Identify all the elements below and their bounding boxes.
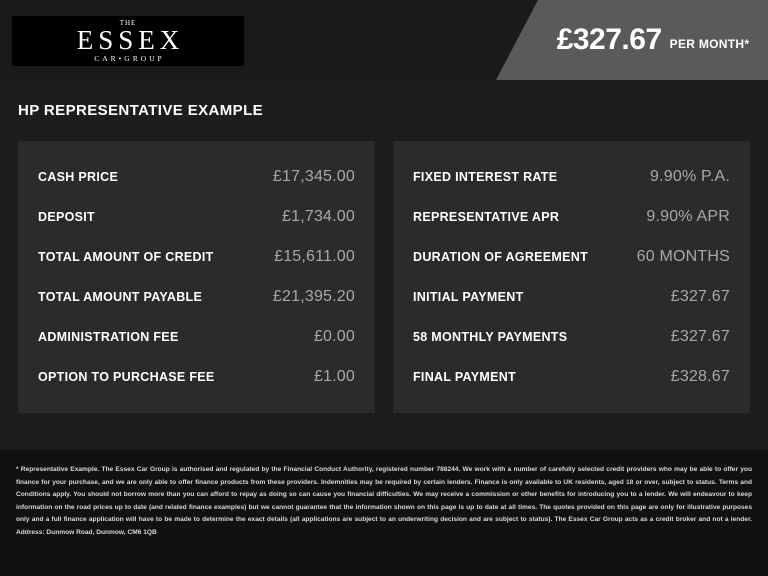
- left-details-panel: [18, 141, 375, 413]
- detail-value: £17,345.00: [272, 168, 355, 185]
- detail-row: [38, 197, 355, 237]
- detail-row: [413, 277, 730, 317]
- detail-row: [38, 237, 355, 277]
- detail-row: [38, 317, 355, 357]
- detail-label: ADMINISTRATION FEE: [38, 330, 179, 344]
- detail-value: £21,395.20: [272, 288, 355, 305]
- detail-value: 60 MONTHS: [636, 248, 730, 265]
- detail-row: [413, 237, 730, 277]
- detail-value: 9.90% P.A.: [650, 168, 730, 185]
- detail-row: [38, 357, 355, 397]
- disclaimer-text: * Representative Example. The Essex Car Group is authorised and regulated by the Financial Conduct Authority, registered number 788244. We work with a number of carefully selected credit providers who may be able to offer you finance for your purchase, and we are only able to offer finance products from these providers. Indemnities may be required by certain lenders. Finance is only available to UK residents, aged 18 or over, subject to status. Terms and Conditions apply. You should not borrow more than you can afford to repay as doing so can cause you financial difficulties. We may receive a commission or other benefits for introducing you to a lender. We will endeavour to keep information on the road prices up to date (and related finance examples) but we cannot guarantee that the information shown on this page is up to date at all times. The quotes provided on this page are only for illustrative purposes only and a full finance application will have to be made to determine the exact details (all applications are subject to an underwriting decision and are subject to status). The Essex Car Group acts as a credit broker and not a lender. Address: Dunmow Road, Dunmow, CM6 1QB: [16, 466, 752, 536]
- detail-row: [413, 317, 730, 357]
- detail-row: [413, 157, 730, 197]
- detail-label: OPTION TO PURCHASE FEE: [38, 370, 215, 384]
- detail-row: [413, 357, 730, 397]
- detail-row: [38, 277, 355, 317]
- monthly-price-banner: [538, 0, 768, 80]
- detail-value: £327.67: [670, 328, 730, 345]
- detail-value: £1,734.00: [282, 208, 355, 225]
- right-details-panel: [393, 141, 750, 413]
- logo-the-text: THE: [119, 18, 137, 27]
- page-header: [0, 0, 768, 80]
- detail-label: FINAL PAYMENT: [413, 370, 516, 384]
- detail-label: CASH PRICE: [38, 170, 119, 184]
- detail-label: FIXED INTEREST RATE: [413, 170, 558, 184]
- detail-label: DEPOSIT: [38, 210, 95, 224]
- detail-value: £328.67: [670, 368, 730, 385]
- detail-value: £0.00: [313, 328, 355, 345]
- detail-value: £15,611.00: [274, 248, 355, 265]
- footer-disclaimer: [0, 450, 768, 576]
- detail-value: 9.90% APR: [646, 208, 730, 225]
- price-period: PER MONTH*: [669, 37, 750, 51]
- detail-label: DURATION OF AGREEMENT: [413, 250, 589, 264]
- detail-value: £327.67: [670, 288, 730, 305]
- logo-sub-text: CAR•GROUP: [94, 53, 165, 63]
- finance-details-panels: [18, 141, 750, 413]
- page-title: HP REPRESENTATIVE EXAMPLE: [18, 102, 264, 119]
- logo-main-text: ESSEX: [76, 24, 185, 55]
- essex-car-group-logo: [12, 16, 244, 66]
- detail-value: £1.00: [313, 368, 355, 385]
- price-amount: £327.67: [556, 23, 662, 56]
- detail-label: TOTAL AMOUNT OF CREDIT: [38, 250, 214, 264]
- detail-row: [413, 197, 730, 237]
- detail-label: REPRESENTATIVE APR: [413, 210, 560, 224]
- detail-label: 58 MONTHLY PAYMENTS: [413, 330, 568, 344]
- detail-label: TOTAL AMOUNT PAYABLE: [38, 290, 203, 304]
- detail-row: [38, 157, 355, 197]
- detail-label: INITIAL PAYMENT: [413, 290, 524, 304]
